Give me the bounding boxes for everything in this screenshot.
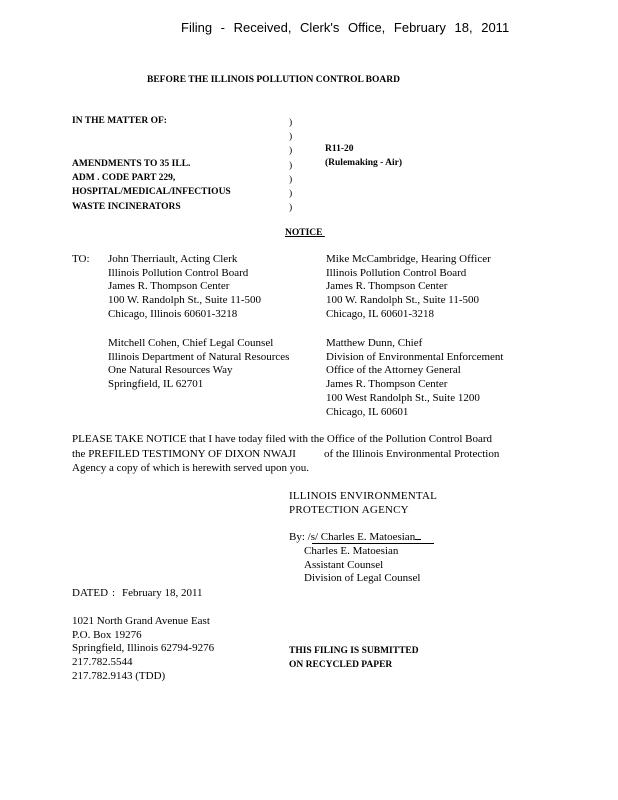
signer-details (304, 545, 420, 586)
recipient-block-3 (326, 253, 491, 322)
paren: ) (289, 174, 293, 185)
recipient-line: James R. Thompson Center (108, 280, 230, 293)
filing-header: Filing - Received, Clerk's Office, February 18, 2011 (181, 20, 510, 35)
paren: ) (289, 189, 293, 200)
notice-body-line-3: Agency a copy of which is herewith served upon you. (72, 462, 310, 474)
dated-label: DATED (72, 587, 109, 599)
caption-parens (289, 116, 292, 215)
agency-line: PROTECTION AGENCY (289, 503, 409, 516)
signer-line: Division of Legal Counsel (304, 572, 421, 585)
paren: ) (289, 203, 293, 214)
address-line: 1021 North Grand Avenue East (72, 615, 210, 627)
by-label: By: (289, 531, 305, 543)
recipient-line: Matthew Dunn, Chief (326, 337, 423, 349)
dated-separator: : (112, 587, 116, 599)
in-the-matter-label: IN THE MATTER OF: (72, 116, 167, 126)
recycled-notice (289, 644, 419, 672)
recipient-line: Illinois Pollution Control Board (326, 266, 467, 279)
notice-body-line-1: PLEASE TAKE NOTICE that I have today filed with the Office of the Pollution Control Board (72, 433, 493, 445)
recipient-line: Chicago, IL 60601 (326, 405, 409, 418)
to-label: TO: (72, 253, 90, 265)
recipient-line: James R. Thompson Center (326, 378, 448, 391)
board-title: BEFORE THE ILLINOIS POLLUTION CONTROL BOARD (147, 75, 400, 85)
recipient-line: One Natural Resources Way (108, 364, 233, 377)
signer-line: Assistant Counsel (304, 558, 384, 571)
address-line: 217.782.5544 (72, 656, 133, 669)
recipient-block-2 (108, 337, 289, 392)
signer-line: Charles E. Matoesian (304, 545, 399, 557)
paren: ) (289, 146, 293, 157)
recipient-line: John Therriault, Acting Clerk (108, 253, 238, 265)
recipient-line: Springfield, IL 62701 (108, 378, 204, 391)
recipient-block-4 (326, 337, 503, 419)
address-line: Springfield, Illinois 62794-9276 (72, 642, 215, 655)
recipient-line: Mike McCambridge, Hearing Officer (326, 253, 491, 265)
recipient-line: 100 W. Randolph St., Suite 11-500 (326, 294, 479, 307)
recycled-line: THIS FILING IS SUBMITTED (289, 646, 419, 656)
recipient-block-1 (108, 253, 261, 322)
signature-underline (312, 543, 434, 544)
signature-text: /s/ Charles E. Matoesian (307, 531, 416, 543)
recipient-line: Office of the Attorney General (326, 364, 461, 377)
caption-subject-line: HOSPITAL/MEDICAL/INFECTIOUS (72, 187, 231, 198)
agency-address (72, 615, 214, 684)
notice-title-text: NOTICE (285, 228, 323, 238)
recipient-line: Chicago, Illinois 60601-3218 (108, 307, 238, 320)
paren: ) (289, 132, 293, 143)
recipient-line: Chicago, IL 60601-3218 (326, 307, 435, 320)
notice-body-line-2b: of the Illinois Environmental Protection (324, 448, 500, 460)
recipient-line: James R. Thompson Center (326, 280, 448, 293)
dated-value: February 18, 2011 (122, 587, 203, 599)
recipient-line: Mitchell Cohen, Chief Legal Counsel (108, 337, 274, 349)
address-line: P.O. Box 19276 (72, 628, 142, 641)
address-line: 217.782.9143 (TDD) (72, 669, 166, 682)
caption-subject-line: ADM . CODE PART 229, (72, 173, 176, 184)
notice-body-line-2a: the PREFILED TESTIMONY OF DIXON NWAJI (72, 448, 296, 460)
agency-name (289, 490, 437, 517)
case-number: R11-20 (325, 144, 354, 154)
recycled-line: ON RECYCLED PAPER (289, 660, 393, 670)
paren: ) (289, 160, 293, 171)
caption-subject-line: AMENDMENTS TO 35 ILL. (72, 159, 191, 169)
agency-line: ILLINOIS ENVIRONMENTAL (289, 490, 438, 502)
recipient-line: Division of Environmental Enforcement (326, 350, 504, 363)
recipient-line: 100 West Randolph St., Suite 1200 (326, 391, 480, 404)
caption-subject-line: WASTE INCINERATORS (72, 201, 181, 212)
recipient-line: 100 W. Randolph St., Suite 11-500 (108, 294, 261, 307)
caption-subject (72, 157, 231, 214)
recipient-line: Illinois Department of Natural Resources (108, 350, 290, 363)
paren: ) (289, 118, 293, 128)
notice-title (285, 228, 338, 238)
case-type: (Rulemaking - Air) (325, 158, 403, 168)
recipient-line: Illinois Pollution Control Board (108, 266, 249, 279)
